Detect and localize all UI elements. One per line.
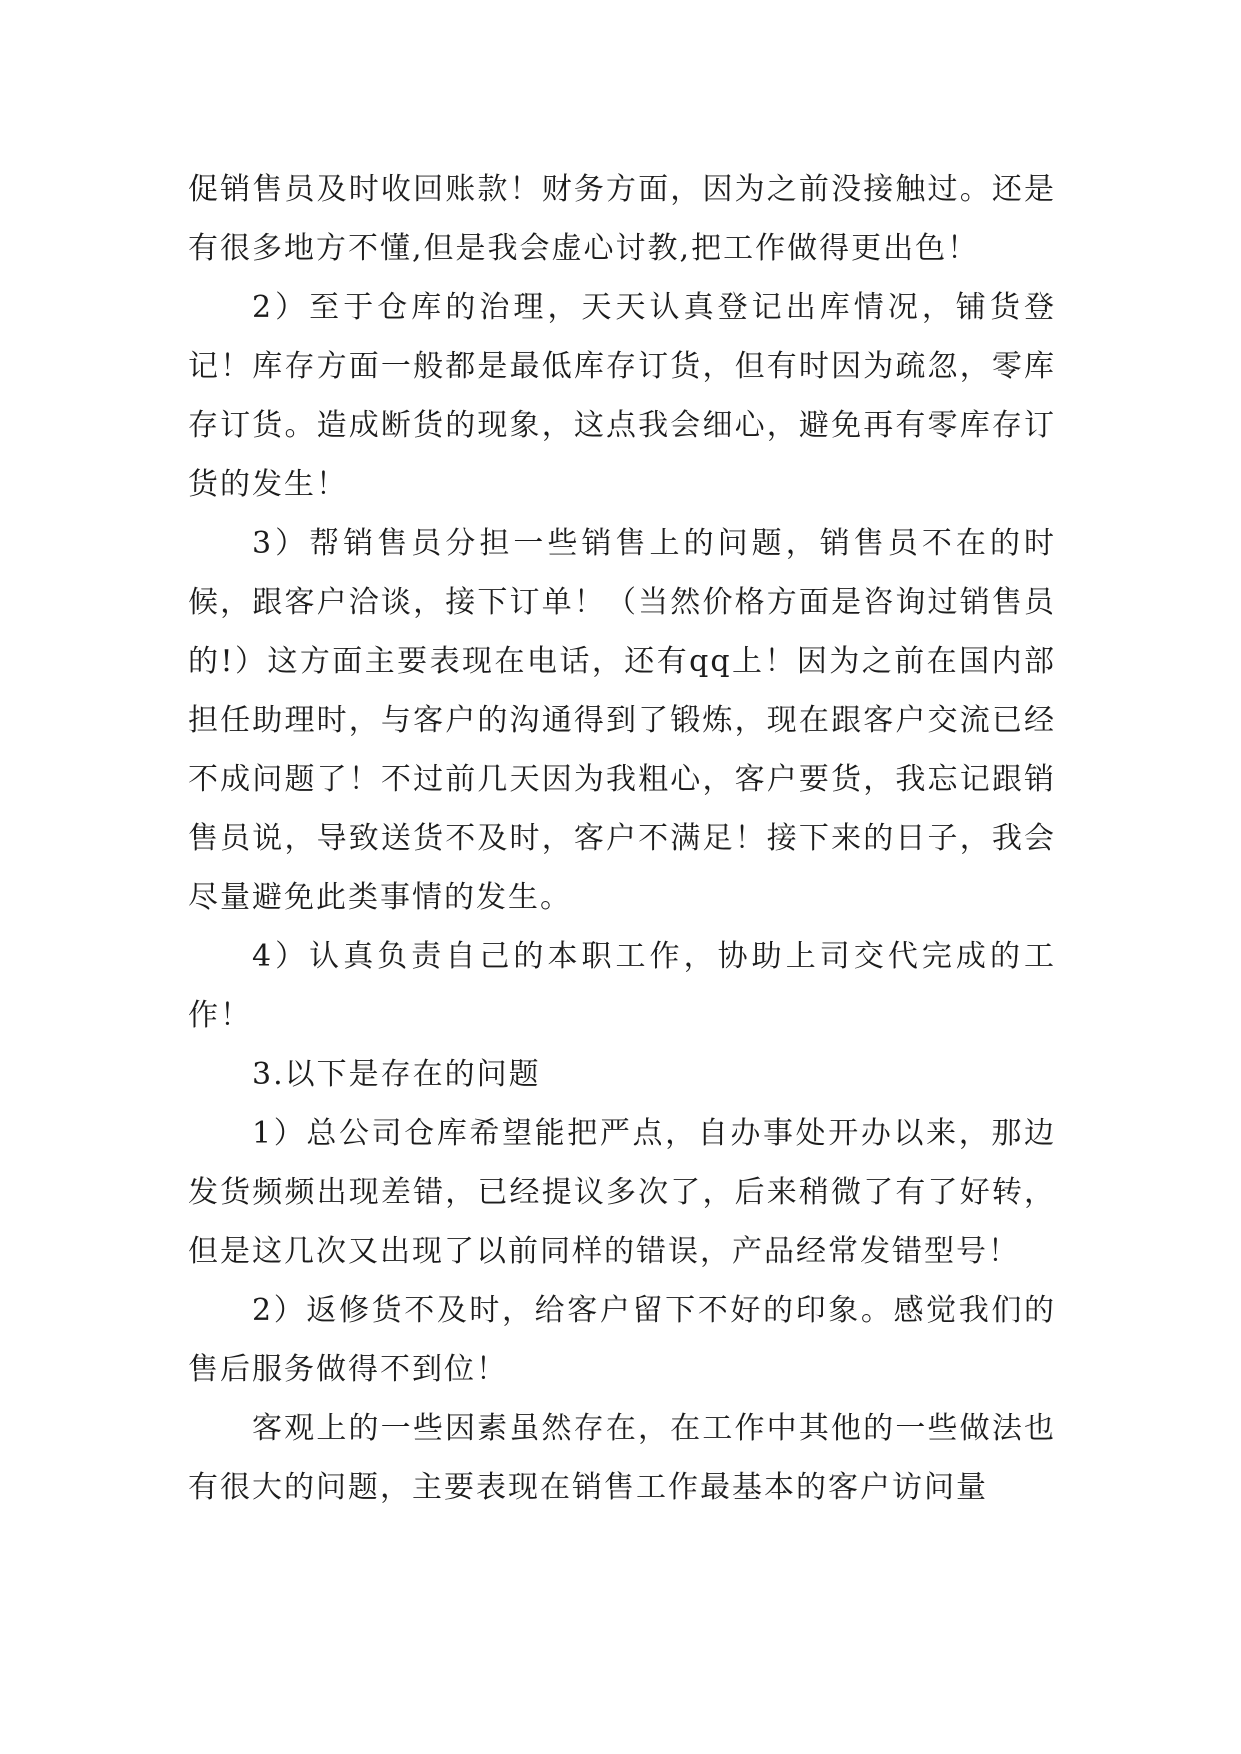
- paragraph-problem-repairs: 2）返修货不及时，给客户留下不好的印象。感觉我们的售后服务做得不到位！: [188, 1293, 1056, 1387]
- paragraph-accounts-finance: 促销售员及时收回账款！财务方面，因为之前没接触过。还是有很多地方不懂,但是我会虚心讨教,把工作做得更出色！: [188, 172, 1056, 266]
- paragraph-own-duties: 4）认真负责自己的本职工作，协助上司交代完成的工作！: [188, 939, 1056, 1033]
- section-heading-problems: 3.以下是存在的问题: [252, 1057, 541, 1092]
- paragraph-problem-shipping-errors: 1）总公司仓库希望能把严点，自办事处开办以来，那边发货频频出现差错，已经提议多次了，后来稍微了有了好转，但是这几次又出现了以前同样的错误，产品经常发错型号！: [188, 1116, 1056, 1269]
- paragraph-warehouse-management: 2）至于仓库的治理，天天认真登记出库情况，铺货登记！库存方面一般都是最低库存订货，但有时因为疏忽，零库存订货。造成断货的现象，这点我会细心，避免再有零库存订货的发生！: [188, 290, 1056, 502]
- document-body: [188, 160, 1056, 1517]
- paragraph-objective-factors: 客观上的一些因素虽然存在，在工作中其他的一些做法也有很大的问题，主要表现在销售工作最基本的客户访问量: [188, 1411, 1056, 1505]
- paragraph-sales-support: 3）帮销售员分担一些销售上的问题，销售员不在的时候，跟客户洽谈，接下订单！（当然价格方面是咨询过销售员的!）这方面主要表现在电话，还有qq上！因为之前在国内部担任助理时，与客户的沟通得到了锻炼，现在跟客户交流已经不成问题了！不过前几天因为我粗心，客户要货，我忘记跟销售员说，导致送货不及时，客户不满足！接下来的日子，我会尽量避免此类事情的发生。: [188, 526, 1056, 915]
